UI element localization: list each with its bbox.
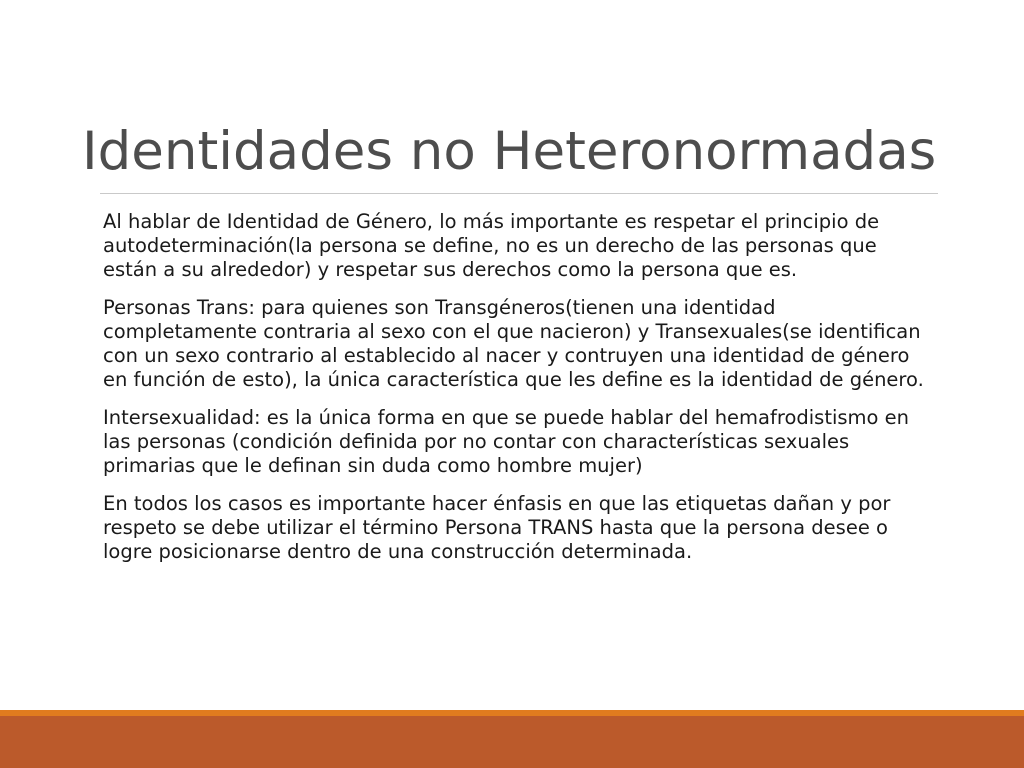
paragraph-trans-persons: Personas Trans: para quienes son Transgéneros(tienen una identidad completamente contraria al sexo con el que nacieron) y Transexuales(se identifican con un sexo contrario al establecido al nacer y contruyen una identidad de género en función de esto), la única característica que les define es la identidad de género. xyxy=(103,296,924,391)
footer-band xyxy=(0,716,1024,768)
paragraph-intersexuality: Intersexualidad: es la única forma en que se puede hablar del hemafrodistismo en las personas (condición definida por no contar con characterísticas sexuales primarias que le definan sin duda como hombre mujer) xyxy=(103,406,910,477)
slide-body xyxy=(103,210,933,578)
slide-title: Identidades no Heteronormadas xyxy=(82,121,937,182)
paragraph-conclusion: En todos los casos es importante hacer énfasis en que las etiquetas dañan y por respeto se debe utilizar el término Persona TRANS hasta que la persona desee o logre posicionarse dentro de una construcción determinada. xyxy=(103,492,891,563)
paragraph-gender-identity: Al hablar de Identidad de Género, lo más importante es respetar el principio de autodeterminación(la persona se define, no es un derecho de las personas que están a su alrededor) y respetar sus derechos como la persona que es. xyxy=(103,210,880,281)
title-divider xyxy=(100,193,938,194)
